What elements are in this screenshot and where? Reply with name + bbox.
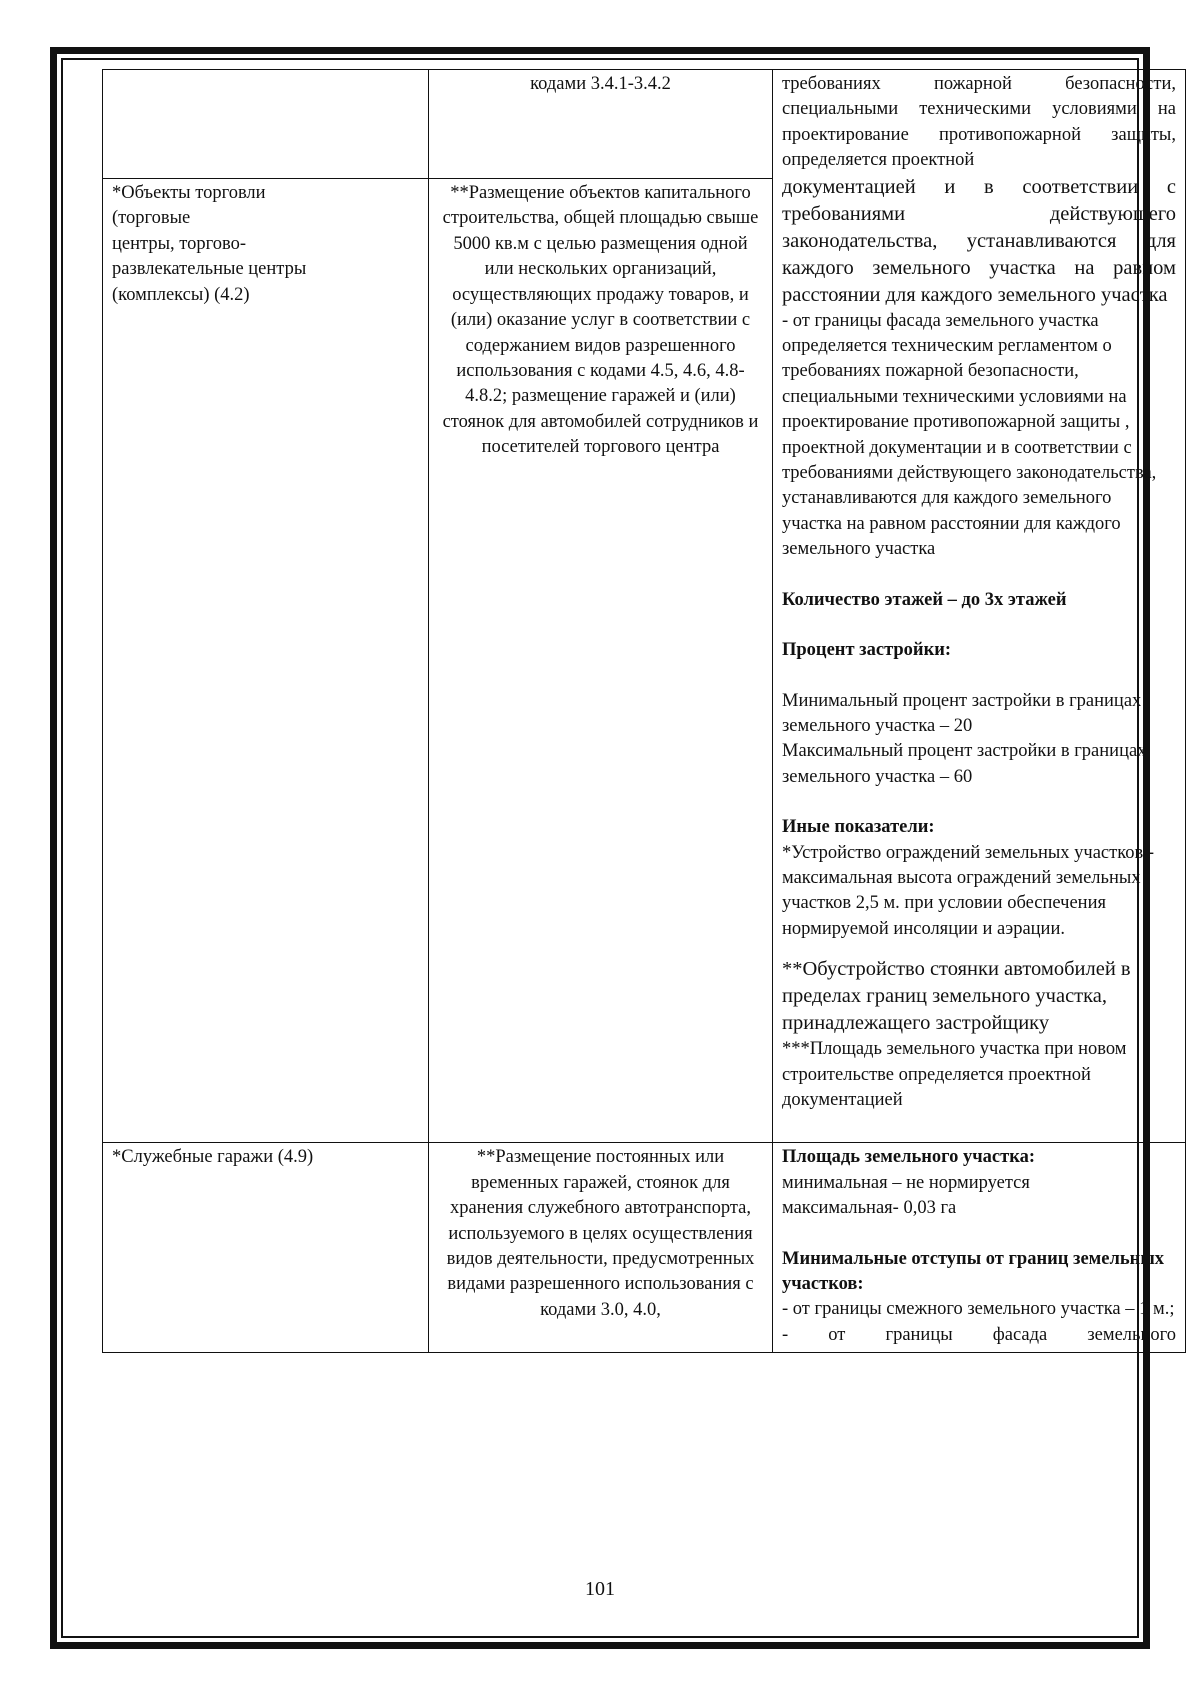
- area-title: Площадь земельного участка:: [782, 1147, 1036, 1168]
- table-row: [103, 70, 1186, 179]
- use-type-line: (торговые: [112, 208, 191, 229]
- setback-adjacent-text: - от границы смежного земельного участка – 1 м.;: [782, 1299, 1175, 1320]
- cell-description: [429, 1143, 773, 1353]
- other-title: Иные показатели:: [782, 817, 935, 838]
- description-text: **Размещение постоянных или временных гаражей, стоянок для хранения служебного автотранспорта, используемого в целях осуществления видов деятельности, предусмотренных видами разрешенного использования с кодами 3.0, 4.0,: [446, 1147, 755, 1320]
- area-min-text: минимальная – не нормируется: [782, 1172, 1030, 1193]
- setback-facade-text: - от границы фасада земельного: [782, 1324, 1176, 1345]
- parking-text: **Обустройство стоянки автомобилей в пределах границ земельного участка, принадлежащего застройщику: [782, 958, 1131, 1035]
- use-type-line: *Объекты торговли: [112, 183, 266, 204]
- area-max-text: максимальная- 0,03 га: [782, 1198, 957, 1219]
- description-text: **Размещение объектов капитального строительства, общей площадью свыше 5000 кв.м с целью размещения одной или нескольких организаций, осуществляющих продажу товаров, и (или) оказание услуг в соответствии с содержанием видов разрешенного использования с кодами 4.5, 4.6, 4.8-4.8.2; размещение гаражей и (или) стоянок для автомобилей сотрудников и посетителей торгового центра: [442, 183, 759, 458]
- facade-setback-text: - от границы фасада земельного участка определяется техническим регламентом о требованиях пожарной безопасности, специальными техническими условиями на проектирование противопожарной защиты , проектной документации и в соответствии с требованиями действующего законодательства, устанавливаются для каждого земельного участка на равном расстоянии для каждого земельного участка: [782, 310, 1157, 560]
- setback-title: Минимальные отступы от границ земельных участков:: [782, 1248, 1165, 1294]
- cell-description: [429, 70, 773, 179]
- use-type-line: *Служебные гаражи (4.9): [112, 1147, 314, 1168]
- percent-min-text: Минимальный процент застройки в границах земельного участка – 20: [782, 690, 1142, 736]
- page-number: 101: [585, 1578, 615, 1600]
- cell-use-type: [103, 179, 429, 1143]
- floors-text: Количество этажей – до 3х этажей: [782, 589, 1067, 610]
- table-row: [103, 1143, 1186, 1353]
- percent-max-text: Максимальный процент застройки в границах земельного участка – 60: [782, 741, 1147, 787]
- cell-use-type: [103, 1143, 429, 1353]
- percent-title: Процент застройки:: [782, 640, 952, 661]
- use-type-line: (комплексы) (4.2): [112, 284, 250, 305]
- use-type-line: развлекательные центры: [112, 259, 307, 280]
- parameters-continued-text-large: документацией и в соответствии с требованиями действующего законодательства, устанавливаются для каждого земельного участка на равном расстоянии для каждого земельного участка: [782, 175, 1176, 306]
- regulations-table: [102, 69, 1186, 1353]
- fence-text: *Устройство ограждений земельных участков - максимальная высота ограждений земельных участков 2,5 м. при условии обеспечения нормируемой инсоляции и аэрации.: [782, 842, 1155, 939]
- use-type-line: центры, торгово-: [112, 233, 246, 254]
- cell-description: [429, 179, 773, 1143]
- parameters-continued-text: требованиях пожарной безопасности, специальными техническими условиями на проектирование противопожарной защиты, определяется проектной: [782, 74, 1176, 171]
- cell-use-type: [103, 70, 429, 179]
- area-note-text: ***Площадь земельного участка при новом строительстве определяется проектной документацией: [782, 1039, 1127, 1110]
- cell-parameters: [773, 70, 1186, 1143]
- description-text: кодами 3.4.1-3.4.2: [530, 74, 671, 94]
- cell-parameters: [773, 1143, 1186, 1353]
